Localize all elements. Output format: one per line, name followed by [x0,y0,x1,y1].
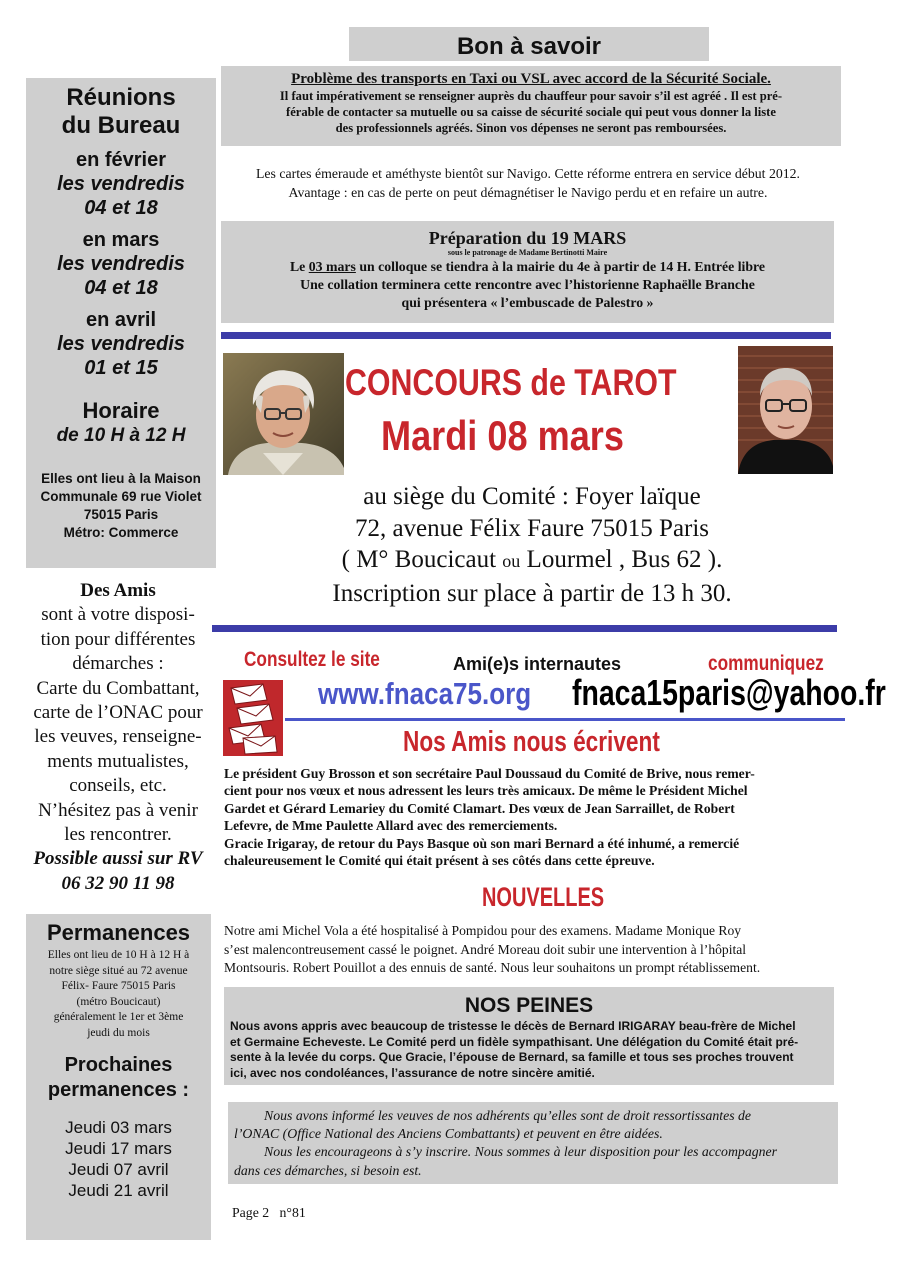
tarot-title-line1: CONCOURS de TAROT [345,362,677,403]
tarot-info-line3-b: Lourmel , Bus 62 ). [520,546,723,573]
month-mar: en mars [82,229,160,251]
amis-rv: Possible aussi sur RV [33,848,203,870]
preparation-line2: Une collation terminera cette rencontre avec l’historienne Raphaëlle Branche [300,277,755,292]
nos-amis-text [224,765,842,869]
nos-amis-line: Lefevre, de Mme Paulette Allard avec des remerciements. [224,818,558,834]
divider [221,332,831,339]
peines-line: ici, avec nos condoléances, l’assurance de notre sincère amitié. [230,1065,595,1080]
veuves-box [228,1102,838,1184]
permanences-title: Permanences [46,920,191,945]
preparation-line1 [221,258,834,276]
nos-amis-line: cient pour nos vœux et nous adressent les leurs très amicaux. De même le Président Michel [224,783,748,799]
tarot-title [345,358,725,464]
amis-line: ments mutualistes, [47,750,189,772]
permanences-info-line: Félix- Faure 75015 Paris [61,980,176,992]
place-line2: Communale 69 rue Violet [40,489,202,504]
reunions-title-line1: Réunions [66,84,176,111]
tarot-info-line4: Inscription sur place à partir de 13 h 30. [332,579,732,607]
preparation-title: Préparation du 19 MARS [428,228,627,248]
permanences-info-line: généralement le 1er et 3ème [53,1011,184,1023]
permanence-date: Jeudi 21 avril [68,1181,169,1200]
peines-line: sente à la levée du corps. Que Gracie, l’épouse de Bernard, sa famille et tous ses proches trouvent [230,1050,794,1064]
permanence-date: Jeudi 07 avril [68,1160,169,1179]
tarot-info-line2: 72, avenue Félix Faure 75015 Paris [354,514,710,542]
peines-title: NOS PEINES [464,994,594,1017]
nouvelles-line: Notre ami Michel Vola a été hospitalisé à Pompidou pour des examens. Madame Monique Roy [224,923,742,938]
portrait-photo-right [738,346,833,474]
preparation-subtitle: sous le patronage de Madame Bertinotti Maire [447,248,608,257]
consultez-label: Consultez le site [244,648,380,671]
place-line3: 75015 Paris [83,507,159,522]
internautes-label: Ami(e)s internautes [453,654,622,674]
nos-amis-line: chaleureusement le Comité qui était présent à ses côtés dans cette épreuve. [224,853,655,869]
communiquez-label: communiquez [708,652,824,675]
navigo-line1: Les cartes émeraude et améthyste bientôt sur Navigo. Cette réforme entrera en service début 2012. [256,166,800,181]
amis-title: Des Amis [80,580,156,601]
peines-line: et Germaine Echeveste. Le Comité perd un fidèle sympathisant. Une délégation du Comité était pré- [230,1034,799,1049]
permanences-info-line: (métro Boucicaut) [76,995,161,1008]
amis-line: tion pour différentes [40,628,196,650]
nos-amis-title: Nos Amis nous écrivent [403,726,660,758]
permanences-info-line: Elles ont lieu de 10 H à 12 H à [47,949,190,961]
preparation-line3: qui présentera « l’embuscade de Palestro » [401,295,654,310]
taxi-line: férable de contacter sa mutuelle ou sa caisse de sécurité sociale qui peut vous donner la liste [286,105,776,119]
nos-amis-line: Gracie Irigaray, de retour du Pays Basque où son mari Bernard a été inhumé, a remercié [224,835,740,851]
permanence-date: Jeudi 03 mars [65,1118,172,1137]
tarot-info-ou: ou [502,551,521,571]
taxi-line: Il faut impérativement se renseigner auprès du chauffeur pour savoir s’il est agréé . Il est pré- [279,89,783,103]
amis-line: démarches : [72,653,164,675]
veuves-line: Nous les encourageons à s’y inscrire. Nous sommes à leur disposition pour les accompagner [264,1144,778,1160]
navigo-line2: Avantage : en cas de perte on peut démagnétiser le Navigo perdu et en refaire un autre. [288,185,768,200]
divider [212,625,837,632]
preparation-box [221,221,834,323]
amis-line: carte de l’ONAC pour [33,702,203,724]
horaire-label: Horaire [82,398,160,423]
taxi-heading-end: . [767,71,771,87]
preparation-line1-rest: un colloque se tiendra à la mairie du 4e à partir de 14 H. Entrée libre [355,259,766,274]
reunions-title-line2: du Bureau [61,112,181,139]
envelopes-logo-icon [223,680,283,756]
nouvelles-line: s’est malencontreusement cassé le poignet. André Moreau doit subir une intervention à l’hôpital [224,941,747,957]
month-mar-days-label: les vendredis [57,253,185,275]
permanences-dates [26,1117,211,1201]
place-line4: Métro: Commerce [63,525,179,540]
preparation-prefix: Le [289,259,309,274]
nouvelles-title: NOUVELLES [482,882,605,912]
email-link[interactable]: fnaca15paris@yahoo.fr [572,672,886,713]
tarot-info-line3 [222,544,842,578]
page-number: Page 2 [232,1205,270,1220]
next-permanences-title1: Prochaines [64,1054,173,1076]
portrait-photo-left [223,353,344,475]
peines-line: Nous avons appris avec beaucoup de tristesse le décès de Bernard IRIGARAY beau-frère de Michel [230,1019,796,1033]
tarot-info [222,481,842,609]
peines-box [224,987,834,1085]
permanences-info-line: jeudi du mois [87,1026,150,1039]
amis-line: Carte du Combattant, [36,677,200,699]
nouvelles-line: Montsouris. Robert Pouillot a des ennuis de santé. Nous leur souhaitons un prompt rétablissement. [224,960,761,975]
month-mar-days: 04 et 18 [84,277,158,299]
month-feb: en février [75,149,167,171]
amis-phone: 06 32 90 11 98 [61,872,175,894]
permanences-info-line: notre siège situé au 72 avenue [49,964,188,977]
month-apr-days: 01 et 15 [84,357,158,379]
taxi-box [221,66,841,146]
page-footer [232,1205,306,1221]
tarot-info-line1: au siège du Comité : Foyer laïque [363,483,701,510]
month-feb-days: 04 et 18 [84,197,158,219]
amis-block [18,579,218,896]
amis-line: conseils, etc. [69,775,167,797]
issue-number: n°81 [279,1205,306,1220]
month-apr-days-label: les vendredis [57,333,185,355]
divider [285,718,845,721]
veuves-line: l’ONAC (Office National des Anciens Combattants) et peuvent en être aidées. [234,1126,663,1142]
month-apr: en avril [85,309,157,331]
place-line1: Elles ont lieu à la Maison [41,471,201,486]
amis-line: les rencontrer. [64,824,172,846]
veuves-line: Nous avons informé les veuves de nos adhérents qu’elles sont de droit ressortissantes de [264,1108,752,1123]
next-permanences-title2: permanences : [47,1079,190,1101]
tarot-info-line3-a: ( M° Boucicaut [341,546,503,573]
taxi-line: des professionnels agréés. Sinon vos dépenses ne seront pas remboursées. [335,121,727,135]
month-feb-days-label: les vendredis [57,173,185,195]
permanence-date: Jeudi 17 mars [65,1139,172,1158]
navigo-notice [221,164,835,202]
amis-line: sont à votre disposi- [41,604,195,626]
taxi-heading: Problème des transports en Taxi ou VSL avec accord de la Sécurité Sociale [291,71,768,87]
website-link[interactable]: www.fnaca75.org [318,676,532,711]
veuves-line: dans ces démarches, si besoin est. [234,1162,422,1178]
reunions-box [26,78,216,568]
nos-amis-line: Gardet et Gérard Lemariey du Comité Clamart. Des vœux de Jean Sarraillet, de Robert [224,800,735,816]
preparation-date: 03 mars [308,259,356,274]
nos-amis-line: Le président Guy Brosson et son secrétaire Paul Doussaud du Comité de Brive, nous remer- [224,766,755,781]
amis-line: N’hésitez pas à venir [38,799,198,821]
tarot-title-line2: Mardi 08 mars [381,412,624,459]
nouvelles-text [224,922,836,978]
horaire-value: de 10 H à 12 H [56,425,186,446]
amis-line: les veuves, renseigne- [34,726,202,748]
permanences-box [26,914,211,1240]
section-title-bon-a-savoir: Bon à savoir [349,27,709,61]
